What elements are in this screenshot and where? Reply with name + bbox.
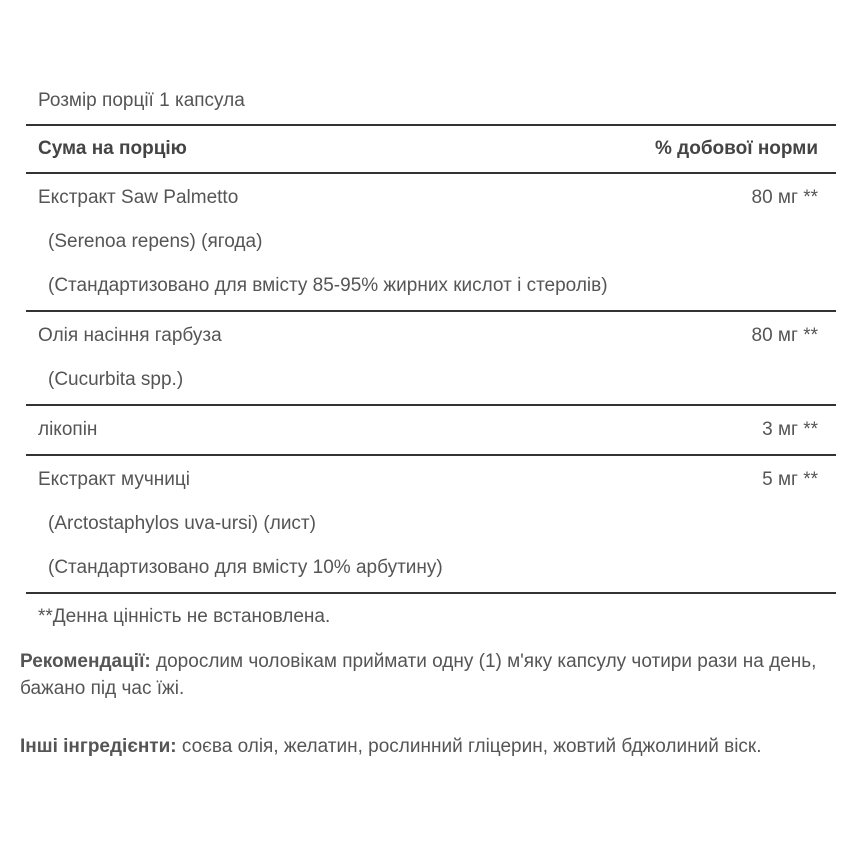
ingredient-line: [26, 176, 836, 220]
ingredient-name: Екстракт мучниці: [38, 469, 190, 490]
table-header: [26, 126, 836, 174]
ingredient-detail: (Arctostaphylos uva-ursi) (лист): [48, 513, 316, 534]
ingredient-amount: 3 мг **: [762, 419, 818, 440]
ingredient-row: [26, 456, 836, 594]
ingredient-line: [26, 314, 836, 358]
ingredient-line: [26, 458, 836, 502]
ingredient-name: Олія насіння гарбуза: [38, 325, 222, 346]
ingredient-amount: 80 мг **: [751, 325, 818, 346]
other-ingredients-paragraph: [20, 733, 820, 760]
ingredient-line: [26, 408, 836, 452]
other-ingredients-text: соєва олія, желатин, рослинний гліцерин, жовтий бджолиний віск.: [176, 736, 762, 757]
ingredient-row: [26, 406, 836, 456]
ingredient-detail: (Serenoa repens) (ягода): [48, 231, 263, 252]
ingredient-row: [26, 312, 836, 406]
ingredient-name: Екстракт Saw Palmetto: [38, 187, 239, 208]
ingredient-name: лікопін: [38, 419, 98, 440]
ingredient-detail: (Cucurbita spp.): [48, 369, 184, 390]
recommendations-paragraph: [20, 648, 820, 702]
ingredient-detail: (Стандартизовано для вмісту 85-95% жирних кислот і стеролів): [48, 275, 608, 296]
daily-value-header: % добової норми: [654, 138, 818, 159]
ingredient-amount: 5 мг **: [762, 469, 818, 490]
ingredient-detail: (Стандартизовано для вмісту 10% арбутину): [48, 557, 443, 578]
other-ingredients-label: Інші інгредієнти:: [20, 736, 177, 757]
serving-size: Розмір порції 1 капсула: [26, 78, 836, 126]
ingredient-amount: 80 мг **: [751, 187, 818, 208]
amount-per-serving-header: Сума на порцію: [38, 138, 187, 159]
recommendations-label: Рекомендації:: [20, 651, 151, 672]
footnote: **Денна цінність не встановлена.: [38, 606, 331, 627]
supplement-facts-table: [26, 78, 836, 640]
ingredient-row: [26, 174, 836, 312]
recommendations-text: дорослим чоловікам приймати одну (1) м'яку капсулу чотири рази на день, бажано під час їжі.: [20, 651, 817, 699]
